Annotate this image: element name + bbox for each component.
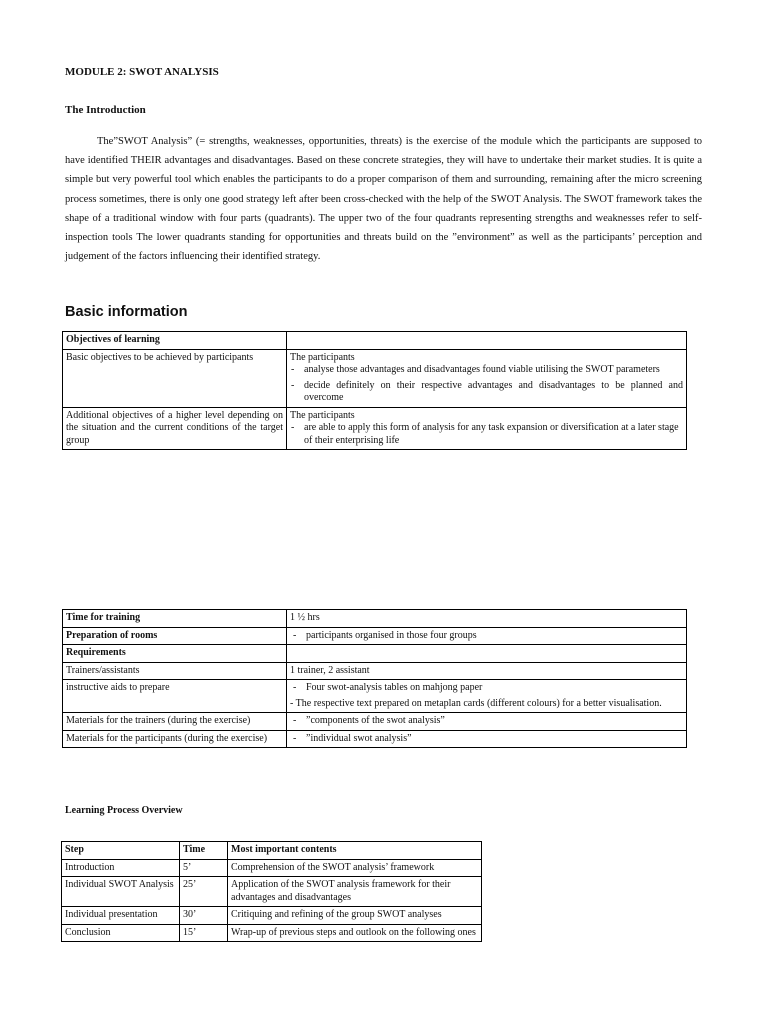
preparation-of-rooms-content — [287, 627, 687, 645]
objectives-table — [62, 331, 687, 450]
time-cell: 5’ — [180, 859, 228, 877]
learning-process-table — [61, 841, 482, 942]
list-item: - decide definitely on their respective advantages and disadvantages to be planned and overcome — [290, 380, 683, 405]
trainer-materials-content — [287, 713, 687, 731]
table-row — [63, 662, 687, 680]
table-row — [62, 859, 482, 877]
contents-cell: Comprehension of the SWOT analysis’ framework — [228, 859, 482, 877]
additional-objectives-intro: The participants — [290, 409, 355, 421]
additional-objectives-label: Additional objectives of a higher level depending on the situation and the current conditions of the target group — [63, 407, 287, 450]
additional-objectives-content — [287, 407, 687, 450]
participant-materials-label: Materials for the participants (during the exercise) — [63, 730, 287, 748]
step-cell: Individual SWOT Analysis — [62, 877, 180, 907]
table-row — [63, 730, 687, 748]
time-cell: 30’ — [180, 907, 228, 925]
requirements-label: Requirements — [63, 645, 287, 663]
trainers-assistants-value: 1 trainer, 2 assistant — [287, 662, 687, 680]
aids-list — [290, 682, 683, 695]
additional-objectives-list — [290, 422, 683, 447]
basic-objectives-intro: The participants — [290, 351, 355, 363]
list-item: - analyse those advantages and disadvantages found viable utilising the SWOT parameters — [290, 364, 683, 377]
contents-cell: Wrap-up of previous steps and outlook on the following ones — [228, 924, 482, 942]
column-header-contents: Most important contents — [228, 842, 482, 860]
preparation-of-rooms-label: Preparation of rooms — [63, 627, 287, 645]
time-for-training-value: 1 ½ hrs — [287, 610, 687, 628]
basic-information-heading: Basic information — [65, 304, 188, 320]
step-cell: Conclusion — [62, 924, 180, 942]
basic-objectives-list — [290, 364, 683, 405]
table-row — [63, 610, 687, 628]
table-row — [62, 924, 482, 942]
table-row — [63, 627, 687, 645]
module-title: MODULE 2: SWOT ANALYSIS — [65, 66, 219, 78]
objectives-header-cell: Objectives of learning — [63, 332, 287, 350]
basic-objectives-content — [287, 349, 687, 407]
introduction-paragraph: The”SWOT Analysis” (= strengths, weaknesses, opportunities, threats) is the exercise of the module which the participants are supposed to have identified THEIR advantages and disadvantages. Based on these concrete strategies, they will have to undertake their market studies. It is quite a simple but very powerful tool which enables the participants to do a proper comparison of them and surrounding, remaining after the micro screening process sometimes, there is only one good strategy left after been cross-checked with the help of the SWOT Analysis. The SWOT framework takes the shape of a traditional window with four parts (quadrants). The upper two of the four quadrants representing strengths and weaknesses refer to self-inspection tools The lower quadrants standing for opportunities and threats build on the ”environment” as well as the participants’ perception and judgement of the factors influencing their identified strategy. — [65, 136, 702, 263]
introduction-heading: The Introduction — [65, 104, 146, 116]
contents-cell: Application of the SWOT analysis framework for their advantages and disadvantages — [228, 877, 482, 907]
trainers-assistants-label: Trainers/assistants — [63, 662, 287, 680]
table-row — [63, 713, 687, 731]
table-row — [62, 907, 482, 925]
requirements-empty-cell — [287, 645, 687, 663]
table-header-row — [62, 842, 482, 860]
column-header-time: Time — [180, 842, 228, 860]
column-header-step: Step — [62, 842, 180, 860]
list-item: - are able to apply this form of analysis for any task expansion or diversification at a later stage of their enterprising life — [290, 422, 683, 447]
step-cell: Introduction — [62, 859, 180, 877]
training-requirements-table — [62, 609, 687, 748]
table-row — [63, 407, 687, 450]
time-cell: 15’ — [180, 924, 228, 942]
time-cell: 25’ — [180, 877, 228, 907]
trainer-materials-list — [290, 715, 683, 728]
table-row — [63, 645, 687, 663]
participant-materials-list — [290, 733, 683, 746]
instructive-aids-label: instructive aids to prepare — [63, 680, 287, 713]
basic-objectives-label: Basic objectives to be achieved by participants — [63, 349, 287, 407]
trainer-materials-label: Materials for the trainers (during the exercise) — [63, 713, 287, 731]
participant-materials-content — [287, 730, 687, 748]
list-item: - Four swot-analysis tables on mahjong paper — [292, 682, 683, 695]
aids-item-metaplan: - The respective text prepared on metaplan cards (different colours) for a better visualisation. — [290, 697, 662, 709]
objectives-header-empty-cell — [287, 332, 687, 350]
objectives-header-row — [63, 332, 687, 350]
time-for-training-label: Time for training — [63, 610, 287, 628]
list-item: - ”individual swot analysis” — [292, 733, 683, 746]
instructive-aids-content — [287, 680, 687, 713]
list-item: - participants organised in those four groups — [292, 630, 683, 643]
table-row — [63, 680, 687, 713]
learning-process-heading: Learning Process Overview — [65, 805, 183, 816]
rooms-list — [290, 630, 683, 643]
list-item: - ”components of the swot analysis” — [292, 715, 683, 728]
table-row — [62, 877, 482, 907]
contents-cell: Critiquing and refining of the group SWOT analyses — [228, 907, 482, 925]
step-cell: Individual presentation — [62, 907, 180, 925]
table-row — [63, 349, 687, 407]
